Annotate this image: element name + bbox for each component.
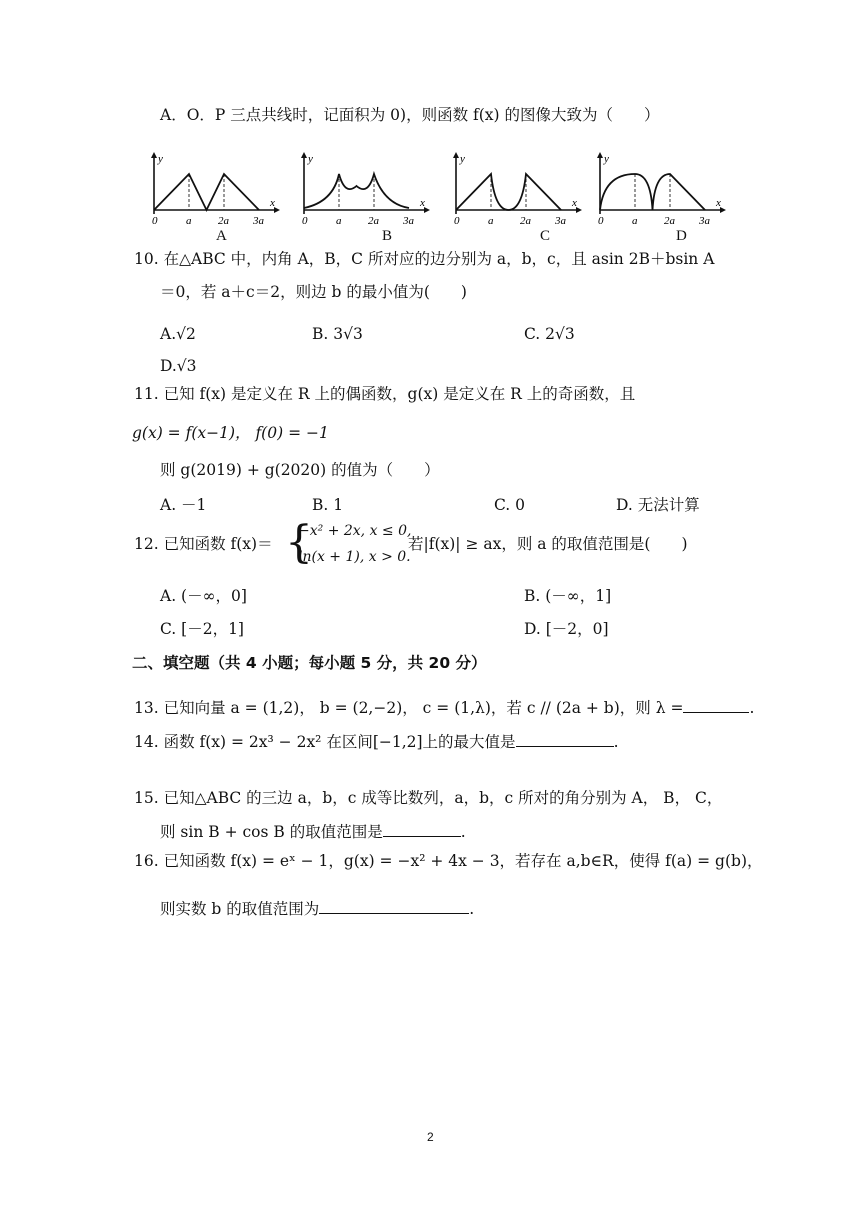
origin-label: 0 [454,215,460,227]
q11-line2: g(x) = f(x−1)， f(0) = −1 [132,424,329,442]
q11-line1: 11. 已知 f(x) 是定义在 R 上的偶函数，g(x) 是定义在 R 上的奇函数，且 [134,385,636,403]
origin-label: 0 [598,215,604,227]
y-label: y [460,153,465,165]
q12-case2: ln(x + 1), x > 0. [298,549,411,565]
q11-option-a: A. －1 [160,496,207,514]
q16-line2: 则实数 b 的取值范围为 [160,900,320,918]
q10-option-b: B. 3√3 [312,325,363,343]
y-arrow [301,152,307,158]
tick-3a: 3a [253,215,264,227]
graph-label-b: B [382,228,393,244]
q16-end: . [469,900,475,918]
x-label: x [716,197,721,209]
tick-2a: 2a [368,215,379,227]
q16-line1: 16. 已知函数 f(x) = eˣ − 1，g(x) = −x² + 4x − 3，若存在 a,b∈R，使得 f(a) = g(b)， [134,852,763,870]
x-arrow [576,207,582,213]
tick-3a: 3a [555,215,566,227]
y-arrow [151,152,157,158]
y-arrow [597,152,603,158]
tick-2a: 2a [218,215,229,227]
graph-a [140,150,280,240]
q10-option-a: A.√2 [160,325,196,343]
q15-line2: 则 sin B + cos B 的取值范围是 [160,823,383,841]
q9-tail-text: A．O．P 三点共线时，记面积为 0)，则函数 f(x) 的图像大致为（ ） [160,106,660,124]
graph-label-d: D [676,228,687,244]
q16-line2-wrap [160,897,474,920]
function-curve [600,174,705,210]
q10-option-d: D.√3 [160,357,197,375]
function-curve [456,174,561,210]
q16-blank[interactable] [319,897,469,914]
x-label: x [270,197,275,209]
piecewise-brace: { [285,517,313,568]
q14-end: . [613,733,619,751]
q15-line2-wrap [160,820,466,843]
q11-option-d: D. 无法计算 [616,496,700,514]
q11-option-c: C. 0 [494,496,526,514]
tick-3a: 3a [699,215,710,227]
x-arrow [720,207,726,213]
q15-blank[interactable] [383,820,461,837]
graph-b [290,150,430,240]
x-label: x [420,197,425,209]
tick-3a: 3a [403,215,414,227]
q13-line [134,696,754,719]
function-curve [154,174,259,210]
q12-case1: −x² + 2x, x ≤ 0, [298,523,412,539]
tick-a: a [336,215,342,227]
q12-option-b: B. (－∞，1] [524,587,612,605]
q12-prefix: 12. 已知函数 f(x)＝ [134,535,273,553]
tick-a: a [186,215,192,227]
q11-line3: 则 g(2019) + g(2020) 的值为（ ） [160,461,440,479]
q13-end: . [749,699,755,717]
graph-label-c: C [540,228,551,244]
origin-label: 0 [302,215,308,227]
page-number: 2 [427,1130,434,1144]
graph-c [442,150,582,240]
graph-label-a: A [216,228,227,244]
q14-line [134,730,619,753]
section-heading: 二、填空题（共 4 小题；每小题 5 分，共 20 分） [132,654,487,672]
tick-a: a [632,215,638,227]
origin-label: 0 [152,215,158,227]
q15-line1: 15. 已知△ABC 的三边 a，b，c 成等比数列，a，b，c 所对的角分别为 A， B， C， [134,789,723,807]
q12-option-d: D. [－2，0] [524,620,609,638]
graph-d [586,150,726,240]
x-arrow [274,207,280,213]
tick-a: a [488,215,494,227]
function-curve [304,174,409,208]
y-arrow [453,152,459,158]
q11-option-b: B. 1 [312,496,344,514]
q12-suffix: 若|f(x)| ≥ ax，则 a 的取值范围是( ) [408,535,688,553]
q14-blank[interactable] [516,730,614,747]
tick-2a: 2a [520,215,531,227]
q12-option-a: A. (－∞，0] [160,587,247,605]
y-label: y [158,153,163,165]
q12-option-c: C. [－2，1] [160,620,244,638]
x-arrow [424,207,430,213]
q13-blank[interactable] [683,696,749,713]
y-label: y [604,153,609,165]
q10-line2: ＝0，若 a＋c＝2，则边 b 的最小值为( ) [160,283,467,301]
q15-end: . [460,823,466,841]
q10-option-c: C. 2√3 [524,325,575,343]
tick-2a: 2a [664,215,675,227]
y-label: y [308,153,313,165]
q10-line1: 10. 在△ABC 中，内角 A，B，C 所对应的边分别为 a，b，c，且 asin 2B＋bsin A [134,250,715,268]
q13-text: 13. 已知向量 a = (1,2)， b = (2,−2)， c = (1,λ)，若 c // (2a + b)，则 λ = [134,699,684,717]
q14-text: 14. 函数 f(x) = 2x³ − 2x² 在区间[−1,2]上的最大值是 [134,733,516,751]
x-label: x [572,197,577,209]
